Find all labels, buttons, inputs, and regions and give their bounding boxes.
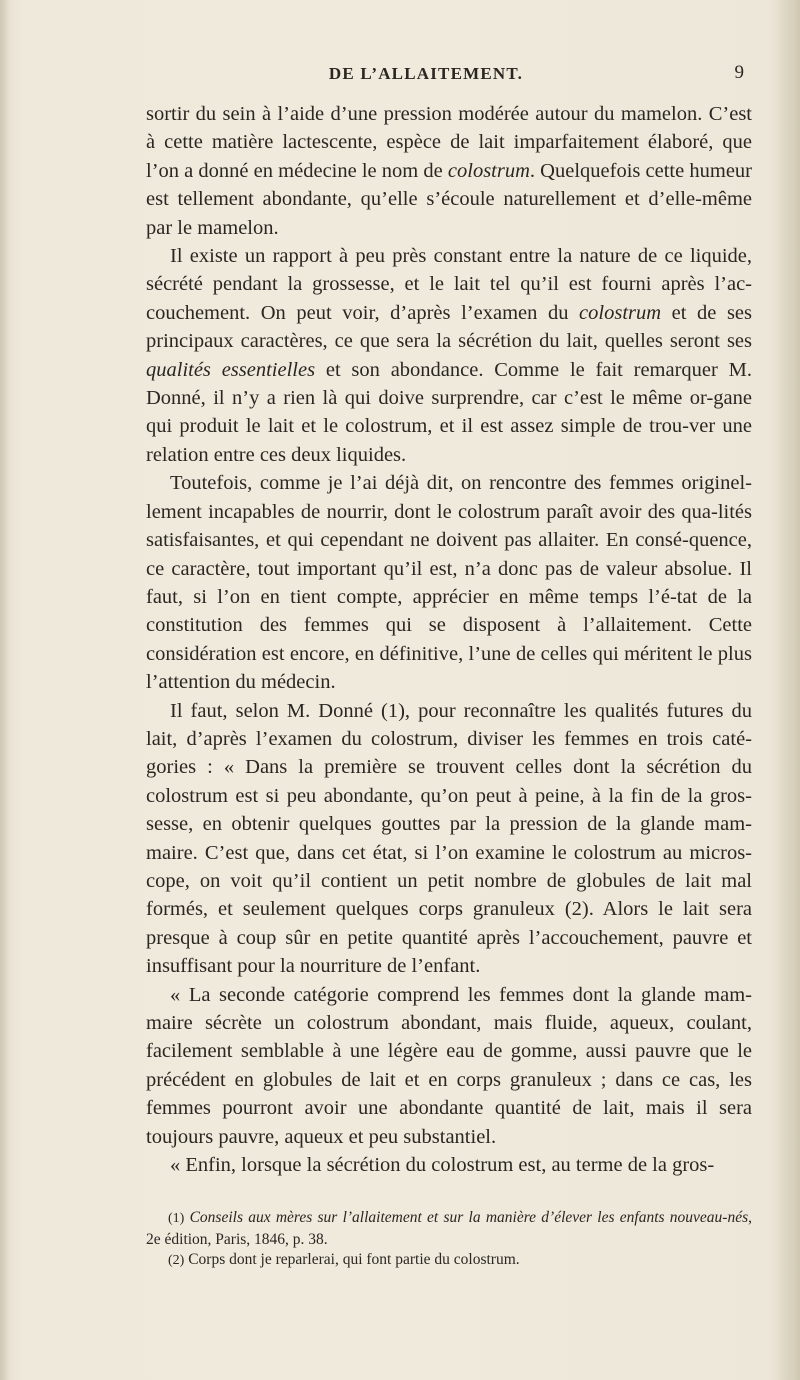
text-run: Toutefois, comme je l’ai déjà dit, on rencontre des femmes originel-lement incapables de nourrir, dont le colostrum paraît avoir des qua-lités satisfaisantes, et qui cependant ne doivent pas allaiter. En consé-quence, ce caractère, tout important qu’il est, n’a donc pas de valeur absolue. Il faut, si l’on en tient compte, apprécier en même temps l’é-tat de la constitution des femmes qui se disposent à l’allaitement. Cette considération est encore, en définitive, l’une de celles qui méritent le plus l’attention du médecin.	[146, 472, 752, 694]
running-head: DE L’ALLAITEMENT.	[328, 64, 524, 83]
text-run: . Quelquefois cette humeur est tellement abondante, qu’elle s’écoule naturellement et d’elle-même par le mamelon.	[146, 159, 752, 239]
text-run: Il faut, selon M. Donné (1), pour reconnaître les qualités futures du lait, d’après l’examen du colostrum, diviser les femmes en trois caté-gories : « Dans la première se trouvent celles dont la sécrétion du colostrum est si peu abondante, qu’on peut à peine, à la fin de la gros-sesse, en obtenir quelques gouttes par la pression de la glande mam-maire. C’est que, dans cet état, si l’on examine le colostrum au micros-cope, on voit qu’il contient un petit nombre de globules de lait mal formés, et seulement quelques corps granuleux (2). Alors le lait sera presque à coup sûr en petite quantité après l’accouchement, pauvre et insuffisant pour la nourriture de l’enfant.	[146, 699, 752, 978]
footnotes	[146, 1208, 752, 1272]
italic-text: colostrum	[579, 301, 662, 324]
paragraph	[146, 242, 752, 469]
italic-text: qualités essentielles	[146, 358, 316, 381]
page-number: 9	[734, 62, 744, 83]
text-run: , 2e édition, Paris, 1846, p. 38.	[146, 1209, 752, 1248]
italic-text: colostrum	[447, 159, 530, 182]
paragraph	[146, 1151, 752, 1179]
main-text	[146, 100, 752, 1179]
paragraph	[146, 697, 752, 981]
page-edge	[778, 0, 800, 1380]
text-run: « Enfin, lorsque la sécrétion du colostrum est, au terme de la gros-	[170, 1154, 715, 1177]
footnote	[146, 1208, 752, 1250]
text-run: Il existe un rapport à peu près constant entre la nature de ce liquide, sécrété pendant la grossesse, et le lait tel qu’il est fourni après l’ac-couchement. On peut voir, d’après l’examen du	[146, 245, 752, 324]
text-run: sortir du sein à l’aide d’une pression modérée autour du mamelon. C’est à cette matière lactescente, espèce de lait imparfaitement élaboré, que l’on a donné en médecine le nom de	[146, 103, 752, 182]
footnote-mark: (1)	[168, 1211, 185, 1226]
paragraph	[146, 469, 752, 696]
footnote	[146, 1250, 752, 1272]
page-header	[108, 62, 744, 88]
paragraph	[146, 100, 752, 242]
paragraph	[146, 981, 752, 1151]
page-gutter-shadow	[0, 0, 10, 1380]
italic-text: Conseils aux mères sur l’allaitement et sur la manière d’élever les enfants nouveau-nés	[189, 1209, 749, 1226]
text-run: et son abondance. Comme le fait remarquer M. Donné, il n’y a rien là qui doive surprendre, car c’est le même or-gane qui produit le lait et le colostrum, et il est assez simple de trou-ver une relation entre ces deux liquides.	[146, 358, 752, 466]
text-run: « La seconde catégorie comprend les femmes dont la glande mam-maire sécrète un colostrum abondant, mais fluide, aqueux, coulant, facilement semblable à une légère eau de gomme, aussi pauvre que le précédent en globules de lait et en corps granuleux ; dans ce cas, les femmes pourront avoir une abondante quantité de lait, mais il sera toujours pauvre, aqueux et peu substantiel.	[146, 983, 752, 1148]
text-run: et de ses principaux caractères, ce que sera la sécrétion du lait, quelles seront ses	[146, 301, 753, 353]
text-run: Corps dont je reparlerai, qui font partie du colostrum.	[184, 1251, 520, 1268]
footnote-mark: (2)	[168, 1253, 185, 1268]
